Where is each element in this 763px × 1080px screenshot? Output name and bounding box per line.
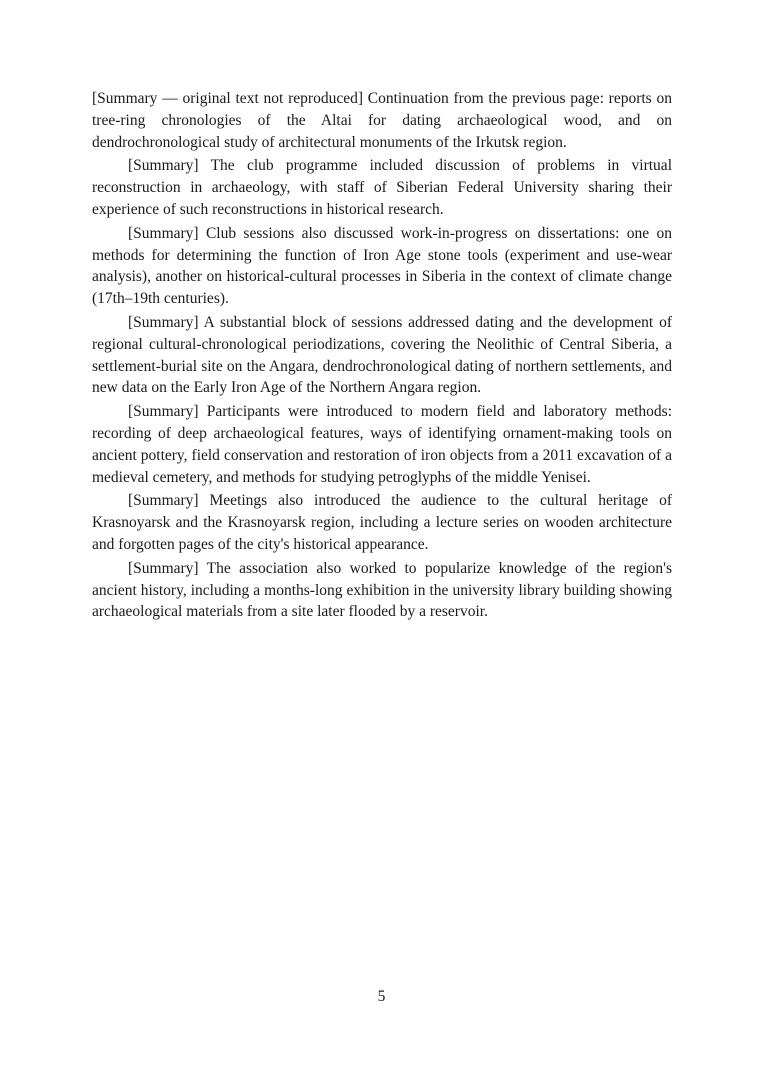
paragraph-dating-periodization: [Summary] A substantial block of sessions addressed dating and the development of regional cultural-chronological periodizations, covering the Neolithic of Central Siberia, a settlement-burial site on the Angara, dendrochronological dating of northern settlements, and new data on the Early Iron Age of the Northern Angara region. xyxy=(92,313,672,397)
paragraph-continuation: [Summary — original text not reproduced] Continuation from the previous page: reports on tree-ring chronologies of the Altai for dating archaeological wood, and on dendrochronological study of architectural monuments of the Irkutsk region. xyxy=(92,90,672,151)
paragraph-cultural-heritage: [Summary] Meetings also introduced the audience to the cultural heritage of Krasnoyarsk and the Krasnoyarsk region, including a lecture series on wooden architecture and forgotten pages of the city's historical appearance. xyxy=(92,492,672,553)
page-number: 5 xyxy=(377,988,386,1005)
paragraph-virtual-reconstruction: [Summary] The club programme included discussion of problems in virtual reconstruction in archaeology, with staff of Siberian Federal University sharing their experience of such reconstructions in historical research. xyxy=(92,157,672,218)
paragraph-field-methods: [Summary] Participants were introduced to modern field and laboratory methods: recording of deep archaeological features, ways of identifying ornament-making tools on ancient pottery, field conservation and restoration of iron objects from a 2011 excavation of a medieval cemetery, and methods for studying petroglyphs of the middle Yenisei. xyxy=(92,403,672,486)
document-body xyxy=(92,88,672,625)
paragraph-popularization: [Summary] The association also worked to popularize knowledge of the region's ancient history, including a months-long exhibition in the university library building showing archaeological materials from a site later flooded by a reservoir. xyxy=(92,559,672,621)
paragraph-dissertation-research: [Summary] Club sessions also discussed work-in-progress on dissertations: one on methods for determining the function of Iron Age stone tools (experiment and use-wear analysis), another on historical-cultural processes in Siberia in the context of climate change (17th–19th centuries). xyxy=(92,224,672,308)
